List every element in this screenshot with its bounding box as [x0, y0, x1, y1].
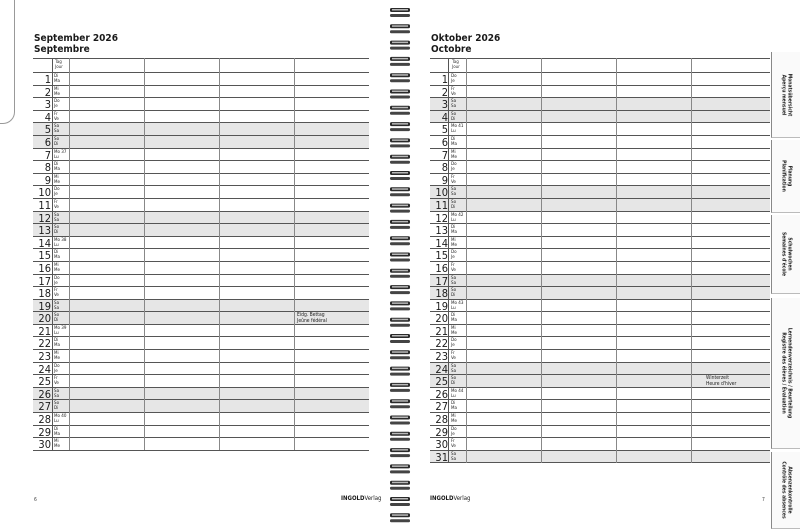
day-number: 25 [38, 375, 51, 388]
day-row[interactable] [33, 413, 369, 426]
day-number: 25 [435, 375, 448, 388]
day-number: 18 [435, 287, 448, 300]
day-number: 24 [435, 362, 448, 376]
day-number: 21 [435, 324, 448, 338]
day-number: 29 [435, 425, 448, 439]
day-number: 10 [435, 186, 448, 199]
spiral-ring [390, 448, 410, 457]
day-row[interactable] [430, 413, 770, 426]
publisher-logo-left: INGOLDVerlag [341, 495, 382, 502]
weekday-abbrev: Do Je [451, 250, 457, 261]
column-divider [144, 58, 145, 450]
day-number: 20 [38, 312, 51, 325]
spiral-ring [390, 367, 410, 376]
column-divider [219, 58, 220, 450]
weekday-abbrev: Sa Sa [54, 300, 60, 311]
weekday-abbrev: So Di [54, 136, 60, 147]
day-number: 8 [44, 161, 51, 174]
day-number: 9 [441, 173, 448, 187]
day-number: 27 [38, 400, 51, 414]
spiral-ring [390, 350, 410, 359]
weekday-abbrev: Di Ma [54, 162, 60, 173]
day-row[interactable] [430, 199, 770, 212]
left-page-tab-edge [0, 0, 15, 124]
column-divider [294, 58, 295, 450]
day-number: 13 [435, 224, 448, 237]
spiral-ring [390, 269, 410, 278]
month-title-de: September 2026 [34, 33, 118, 44]
day-number: 29 [38, 425, 51, 439]
day-row[interactable] [33, 249, 369, 262]
day-number: 19 [38, 299, 51, 313]
day-number: 31 [435, 450, 448, 464]
day-row[interactable] [430, 249, 770, 262]
day-row[interactable] [430, 86, 770, 99]
section-tabs [771, 0, 800, 530]
day-number: 15 [38, 249, 51, 262]
spiral-ring [390, 106, 410, 115]
weekday-abbrev: Sa Sa [451, 451, 457, 462]
day-row[interactable] [430, 300, 770, 313]
day-row[interactable] [430, 98, 770, 111]
day-number: 11 [38, 198, 51, 212]
day-number: 3 [441, 98, 448, 111]
weekday-abbrev: Fr Ve [451, 351, 456, 362]
day-number: 17 [435, 274, 448, 288]
spiral-ring [390, 73, 410, 82]
day-row[interactable] [430, 186, 770, 199]
weekday-abbrev: Fr Ve [54, 288, 59, 299]
day-row[interactable] [33, 161, 369, 174]
spiral-ring [390, 41, 410, 50]
spiral-ring [390, 464, 410, 473]
weekday-abbrev: So Di [451, 111, 457, 122]
weekday-abbrev: Mi Me [54, 174, 60, 185]
page-number-left: 6 [34, 497, 37, 503]
day-number: 3 [44, 98, 51, 111]
weekday-abbrev: Di Ma [54, 338, 60, 349]
spiral-ring [390, 334, 410, 343]
weekday-abbrev: Fr Ve [54, 376, 59, 387]
day-number: 28 [435, 413, 448, 426]
month-title-fr: Septembre [34, 44, 90, 55]
spiral-ring [390, 318, 410, 327]
month-title-left [34, 33, 118, 55]
day-row[interactable] [430, 73, 770, 86]
day-number: 26 [38, 387, 51, 401]
day-number: 5 [44, 123, 51, 136]
weekday-abbrev: Do Je [451, 74, 457, 84]
day-row[interactable] [33, 325, 369, 338]
spiral-ring [390, 253, 410, 262]
day-number: 8 [441, 161, 448, 174]
day-row[interactable] [33, 262, 369, 275]
spiral-ring [390, 155, 410, 164]
spiral-ring [390, 122, 410, 131]
day-number: 5 [441, 123, 448, 136]
weekday-abbrev: Mi Me [54, 86, 60, 97]
day-row[interactable] [33, 400, 369, 413]
day-row[interactable] [430, 438, 770, 451]
day-row[interactable] [430, 262, 770, 275]
month-title-de: Oktober 2026 [431, 33, 501, 44]
weekday-abbrev: Di Ma [54, 250, 60, 261]
weekday-abbrev: Mo 40 Lu [54, 414, 67, 425]
day-row[interactable] [33, 136, 369, 149]
weekday-abbrev: Sa Sa [451, 187, 457, 198]
holiday-note: Eidg. Bettag Jeûne fédéral [297, 312, 327, 324]
day-number: 6 [44, 135, 51, 149]
day-row[interactable] [33, 312, 369, 325]
weekday-abbrev: Mi Me [54, 351, 60, 362]
spiral-ring [390, 171, 410, 180]
day-number: 7 [44, 148, 51, 162]
weekday-abbrev: Do Je [54, 275, 60, 286]
day-row[interactable] [33, 388, 369, 401]
tab-student-register[interactable] [771, 298, 800, 449]
day-number: 24 [38, 362, 51, 376]
spiral-ring [390, 383, 410, 392]
day-number: 12 [435, 211, 448, 225]
day-number: 12 [38, 211, 51, 225]
day-number: 15 [435, 249, 448, 262]
day-number: 21 [38, 324, 51, 338]
weekday-abbrev: Fr Ve [451, 174, 456, 185]
day-row[interactable] [430, 136, 770, 149]
weekday-abbrev: So Di [451, 288, 457, 299]
tab-label: Monatsübersicht Aperçu mensuel [781, 73, 793, 116]
day-row[interactable] [430, 426, 770, 439]
day-row[interactable] [430, 350, 770, 363]
day-row[interactable] [33, 98, 369, 111]
weekday-abbrev: So Di [54, 401, 60, 412]
column-divider [52, 58, 53, 450]
day-number: 2 [44, 85, 51, 99]
day-row[interactable] [430, 149, 770, 162]
spiral-ring [390, 416, 410, 425]
tab-label: Lernendenverzeichnis / Beurteilung Registre des élèves / Évaluation [781, 327, 793, 419]
spiral-ring [390, 8, 410, 17]
day-number: 20 [435, 312, 448, 325]
weekday-abbrev: Do Je [451, 338, 457, 349]
weekday-abbrev: Di Ma [451, 136, 457, 147]
weekday-abbrev: Sa Sa [451, 275, 457, 286]
holiday-note: Winterzeit Heure d'hiver [706, 375, 737, 387]
weekday-abbrev: Fr Ve [451, 262, 456, 273]
column-divider [448, 58, 449, 463]
spiral-ring [390, 236, 410, 245]
weekday-abbrev: Mo 37 Lu [54, 149, 67, 160]
spiral-ring [390, 24, 410, 33]
weekday-abbrev: Mo 42 Lu [451, 212, 464, 223]
day-number: 6 [441, 135, 448, 149]
day-number: 16 [38, 261, 51, 275]
day-number: 2 [441, 85, 448, 99]
day-row[interactable] [430, 337, 770, 350]
day-row[interactable] [430, 174, 770, 187]
weekday-abbrev: Di Ma [451, 313, 457, 324]
weekday-abbrev: Do Je [54, 363, 60, 374]
weekday-abbrev: Mo 44 Lu [451, 388, 464, 399]
weekday-abbrev: Do Je [54, 187, 60, 198]
spiral-ring [390, 301, 410, 310]
weekday-abbrev: Mo 39 Lu [54, 325, 67, 336]
weekday-abbrev: So Di [451, 199, 457, 210]
weekday-abbrev: Mo 43 Lu [451, 300, 464, 311]
day-number: 1 [44, 73, 51, 86]
weekday-abbrev: Sa Sa [54, 388, 60, 399]
day-row[interactable] [430, 111, 770, 124]
weekday-abbrev: Do Je [54, 99, 60, 110]
page-number-right: 7 [762, 497, 765, 503]
tab-label: Planung Planification [781, 160, 793, 192]
spiral-ring [390, 90, 410, 99]
day-number: 30 [435, 438, 448, 451]
day-number: 23 [435, 350, 448, 363]
day-number: 27 [435, 400, 448, 414]
tab-absence-control[interactable] [771, 452, 800, 529]
day-row[interactable] [430, 123, 770, 136]
day-number: 9 [44, 173, 51, 187]
weekday-abbrev: Mi Me [451, 325, 457, 336]
weekday-abbrev: Sa Sa [451, 363, 457, 374]
day-row[interactable] [430, 212, 770, 225]
day-number: 18 [38, 287, 51, 300]
day-number: 23 [38, 350, 51, 363]
weekday-abbrev: Di Ma [451, 401, 457, 412]
day-row[interactable] [33, 86, 369, 99]
day-number: 16 [435, 261, 448, 275]
day-row[interactable] [33, 186, 369, 199]
day-number: 28 [38, 413, 51, 426]
day-number: 1 [441, 73, 448, 86]
day-row[interactable] [33, 149, 369, 162]
column-divider [691, 58, 692, 463]
day-grid-right [430, 58, 770, 463]
day-number: 10 [38, 186, 51, 199]
spiral-binding [389, 0, 411, 530]
day-row[interactable] [33, 73, 369, 86]
day-number: 30 [38, 438, 51, 451]
day-row[interactable] [33, 350, 369, 363]
tab-label: Absenzenkontrolle Contrôle des absences [781, 461, 793, 519]
tab-label: Schulwochen Semaines d'école [781, 231, 793, 277]
weekday-abbrev: Mo 41 Lu [451, 124, 464, 135]
day-row[interactable] [33, 111, 369, 124]
tag-jour-label: Tag Jour [55, 60, 63, 70]
day-grid-left [33, 58, 369, 451]
spiral-ring [390, 513, 410, 522]
spiral-ring [390, 432, 410, 441]
day-row[interactable] [33, 174, 369, 187]
day-row[interactable] [33, 375, 369, 388]
day-row[interactable] [430, 224, 770, 237]
spiral-ring [390, 57, 410, 66]
weekday-abbrev: So Di [54, 313, 60, 324]
day-row[interactable] [430, 400, 770, 413]
tab-school-weeks[interactable] [771, 215, 800, 294]
day-row[interactable] [33, 199, 369, 212]
weekday-abbrev: Mi Me [451, 237, 457, 248]
day-row[interactable] [33, 363, 369, 376]
day-number: 4 [44, 110, 51, 124]
spiral-ring [390, 204, 410, 213]
day-row[interactable] [33, 275, 369, 288]
weekday-abbrev: Fr Ve [451, 86, 456, 97]
day-row[interactable] [33, 426, 369, 439]
spiral-ring [390, 497, 410, 506]
weekday-abbrev: Di Ma [54, 426, 60, 437]
day-row[interactable] [33, 224, 369, 237]
day-number: 19 [435, 299, 448, 313]
day-number: 4 [441, 110, 448, 124]
column-divider [69, 58, 70, 450]
day-row[interactable] [33, 337, 369, 350]
tab-planning[interactable] [771, 140, 800, 213]
weekday-abbrev: Mi Me [451, 149, 457, 160]
left-page [0, 0, 385, 530]
weekday-abbrev: Fr Ve [451, 439, 456, 450]
month-title-fr: Octobre [431, 44, 472, 55]
weekday-abbrev: Do Je [451, 162, 457, 173]
day-row[interactable] [430, 161, 770, 174]
day-number: 11 [435, 198, 448, 212]
weekday-abbrev: So Di [451, 376, 457, 387]
day-row[interactable] [33, 438, 369, 451]
day-row[interactable] [430, 312, 770, 325]
grid-header [33, 59, 369, 73]
day-row[interactable] [33, 237, 369, 250]
weekday-abbrev: Mi Me [54, 439, 60, 450]
day-row[interactable] [430, 287, 770, 300]
spiral-ring [390, 399, 410, 408]
day-row[interactable] [430, 375, 770, 388]
weekday-abbrev: Sa Sa [54, 124, 60, 135]
publisher-logo-right: INGOLDVerlag [430, 495, 471, 502]
tag-jour-label: Tag Jour [452, 60, 460, 70]
weekday-abbrev: Mi Me [54, 262, 60, 273]
tab-monthly-overview[interactable] [771, 52, 800, 138]
column-divider [466, 58, 467, 463]
weekday-abbrev: Fr Ve [54, 199, 59, 210]
month-title-right [431, 33, 500, 55]
day-row[interactable] [430, 237, 770, 250]
weekday-abbrev: So Di [54, 225, 60, 236]
spiral-ring [390, 481, 410, 490]
day-number: 14 [435, 236, 448, 250]
weekday-abbrev: Sa Sa [54, 212, 60, 223]
day-row[interactable] [430, 275, 770, 288]
right-page [413, 0, 770, 530]
day-row[interactable] [430, 325, 770, 338]
day-number: 7 [441, 148, 448, 162]
grid-header [430, 59, 770, 73]
column-divider [616, 58, 617, 463]
day-row[interactable] [430, 388, 770, 401]
weekday-abbrev: Sa Sa [451, 99, 457, 110]
day-row[interactable] [33, 287, 369, 300]
day-number: 22 [38, 337, 51, 351]
weekday-abbrev: Di Ma [451, 225, 457, 236]
day-number: 17 [38, 274, 51, 288]
day-row[interactable] [430, 363, 770, 376]
weekday-abbrev: Do Je [451, 426, 457, 437]
day-row[interactable] [430, 451, 770, 464]
spiral-ring [390, 285, 410, 294]
weekday-abbrev: Mo 38 Lu [54, 237, 67, 248]
weekday-abbrev: Fr Ve [54, 111, 59, 122]
day-row[interactable] [33, 123, 369, 136]
spiral-ring [390, 220, 410, 229]
day-number: 13 [38, 224, 51, 237]
day-row[interactable] [33, 212, 369, 225]
spiral-ring [390, 187, 410, 196]
weekday-abbrev: Di Ma [54, 74, 60, 84]
day-number: 22 [435, 337, 448, 351]
weekday-abbrev: Mi Me [451, 414, 457, 425]
spiral-ring [390, 138, 410, 147]
day-number: 26 [435, 387, 448, 401]
day-row[interactable] [33, 300, 369, 313]
column-divider [541, 58, 542, 463]
day-number: 14 [38, 236, 51, 250]
